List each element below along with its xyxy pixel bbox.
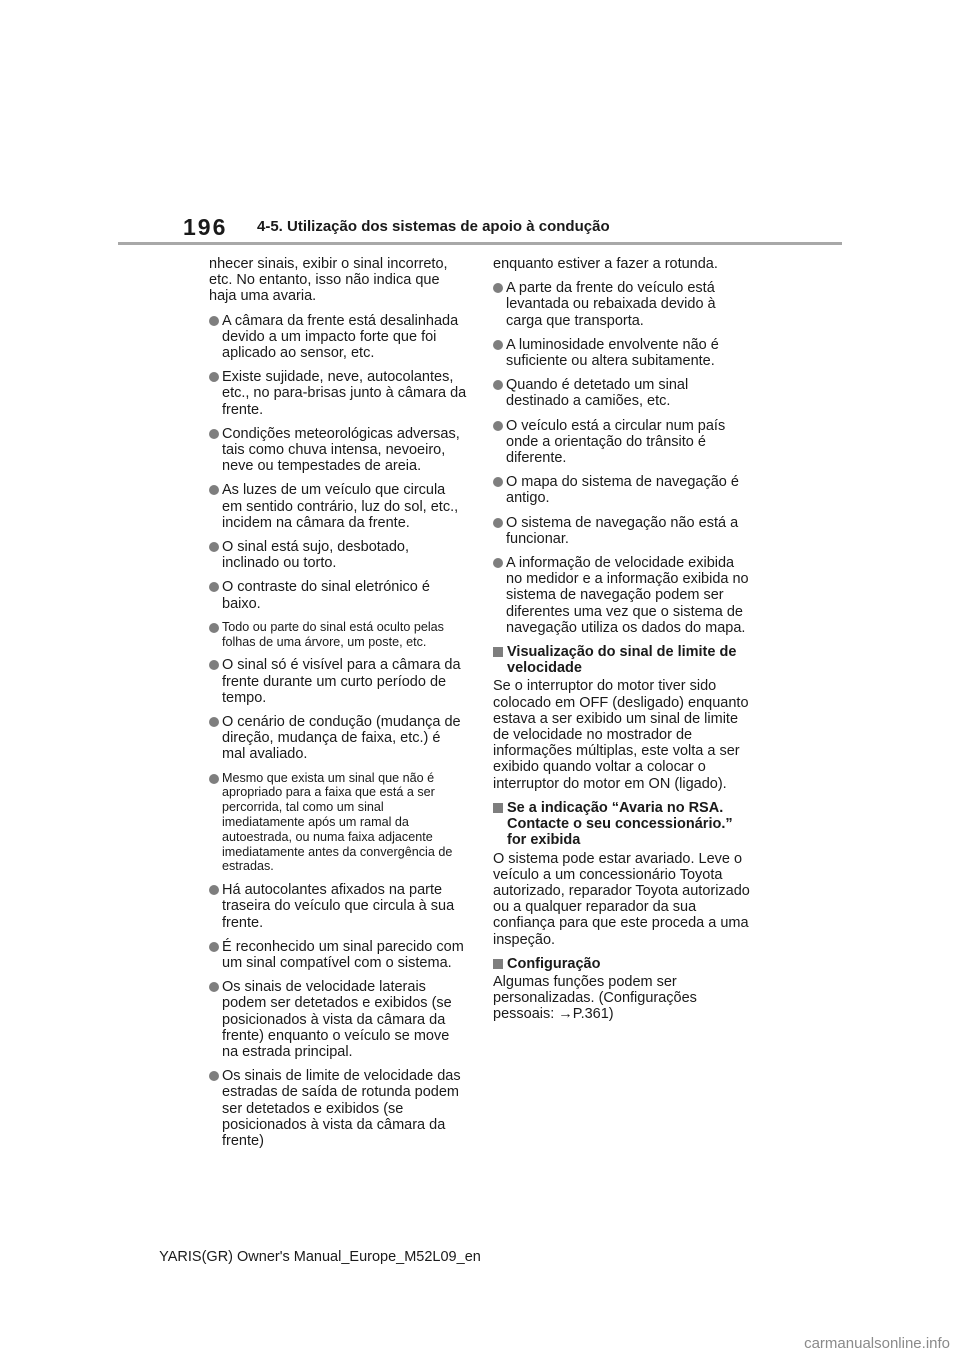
list-item: Todo ou parte do sinal está oculto pelas folhas de uma árvore, um poste, etc.: [209, 620, 467, 650]
bullet-icon: [209, 542, 219, 552]
bullet-icon: [209, 885, 219, 895]
list-item: Existe sujidade, neve, autocolantes, etc., no para-brisas junto à câmara da frente.: [209, 369, 467, 418]
square-bullet-icon: [493, 647, 503, 657]
bullet-icon: [493, 380, 503, 390]
bullet-icon: [209, 582, 219, 592]
bullet-icon: [493, 558, 503, 568]
list-item: O contraste do sinal eletrónico é baixo.: [209, 579, 467, 611]
list-item: O sinal só é visível para a câmara da frente durante um curto período de tempo.: [209, 657, 467, 706]
bullet-icon: [209, 485, 219, 495]
list-item: A parte da frente do veículo está levantada ou rebaixada devido à carga que transporta.: [493, 280, 751, 329]
section-heading: Configuração: [493, 956, 751, 972]
bullet-icon: [209, 372, 219, 382]
watermark[interactable]: carmanualsonline.info: [804, 1335, 950, 1352]
section-text: Algumas funções podem ser personalizadas. (Configurações pessoais: →P.361): [493, 973, 697, 1023]
right-column: [493, 256, 751, 1031]
list-item: A luminosidade envolvente não é suficiente ou altera subitamente.: [493, 337, 751, 369]
list-item: Os sinais de velocidade laterais podem ser detetados e exibidos (se posicionados à vista da câmara da frente) enquanto o veículo se move na estrada principal.: [209, 979, 467, 1060]
square-bullet-icon: [493, 959, 503, 969]
bullet-icon: [209, 623, 219, 633]
section-text: Se o interruptor do motor tiver sido colocado em OFF (desligado) enquanto estava a ser exibido um sinal de limite de velocidade no mostrador de informações múltiplas, este volta a ser exibido quando voltar a colocar o interruptor do motor em ON (ligado).: [493, 678, 749, 792]
bullet-icon: [493, 340, 503, 350]
section-heading: Visualização do sinal de limite de velocidade: [493, 644, 751, 676]
bullet-icon: [209, 717, 219, 727]
list-item: O sinal está sujo, desbotado, inclinado ou torto.: [209, 539, 467, 571]
list-item: É reconhecido um sinal parecido com um sinal compatível com o sistema.: [209, 939, 467, 971]
bullet-icon: [209, 1071, 219, 1081]
bullet-icon: [493, 421, 503, 431]
bullet-icon: [209, 774, 219, 784]
list-item: A informação de velocidade exibida no medidor e a informação exibida no sistema de navegação podem ser diferentes uma vez que o sistema de navegação utiliza os dados do mapa.: [493, 555, 751, 636]
footer-text: YARIS(GR) Owner's Manual_Europe_M52L09_en: [159, 1249, 481, 1265]
list-item: Quando é detetado um sinal destinado a camiões, etc.: [493, 377, 751, 409]
left-column: [209, 256, 467, 1157]
bullet-icon: [493, 477, 503, 487]
bullet-icon: [209, 982, 219, 992]
bullet-icon: [209, 316, 219, 326]
header-divider: [118, 242, 842, 245]
bullet-icon: [209, 942, 219, 952]
list-item: O veículo está a circular num país onde a orientação do trânsito é diferente.: [493, 418, 751, 467]
list-item: O cenário de condução (mudança de direção, mudança de faixa, etc.) é mal avaliado.: [209, 714, 467, 763]
list-item: Condições meteorológicas adversas, tais como chuva intensa, nevoeiro, neve ou tempestades de areia.: [209, 426, 467, 475]
page-number: 196: [183, 214, 228, 240]
bullet-icon: [209, 429, 219, 439]
list-item: O sistema de navegação não está a funcionar.: [493, 515, 751, 547]
list-item: O mapa do sistema de navegação é antigo.: [493, 474, 751, 506]
list-item: Há autocolantes afixados na parte traseira do veículo que circula à sua frente.: [209, 882, 467, 931]
list-item: Os sinais de limite de velocidade das estradas de saída de rotunda podem ser detetados e exibidos (se posicionados à vista da câmara da frente): [209, 1068, 467, 1149]
list-item: Mesmo que exista um sinal que não é apropriado para a faixa que está a ser percorrida, tal como um sinal imediatamente após um ramal da autoestrada, ou numa faixa adjacente imediatamente antes da convergência de estradas.: [209, 771, 467, 875]
list-item: As luzes de um veículo que circula em sentido contrário, luz do sol, etc., incidem na câmara da frente.: [209, 482, 467, 531]
bullet-icon: [493, 518, 503, 528]
section-title: 4-5. Utilização dos sistemas de apoio à condução: [257, 218, 610, 235]
continuation-paragraph: enquanto estiver a fazer a rotunda.: [493, 256, 718, 272]
bullet-icon: [493, 283, 503, 293]
section-text: O sistema pode estar avariado. Leve o veículo a um concessionário Toyota autorizado, reparador Toyota autorizado ou a qualquer reparador da sua confiança para que este proceda a uma inspeção.: [493, 850, 750, 948]
intro-paragraph: nhecer sinais, exibir o sinal incorreto, etc. No entanto, isso não indica que haja uma avaria.: [209, 256, 448, 305]
section-heading: Se a indicação “Avaria no RSA. Contacte o seu concessionário.” for exibida: [493, 800, 751, 849]
list-item: A câmara da frente está desalinhada devido a um impacto forte que foi aplicado ao sensor, etc.: [209, 313, 467, 362]
square-bullet-icon: [493, 803, 503, 813]
bullet-icon: [209, 660, 219, 670]
